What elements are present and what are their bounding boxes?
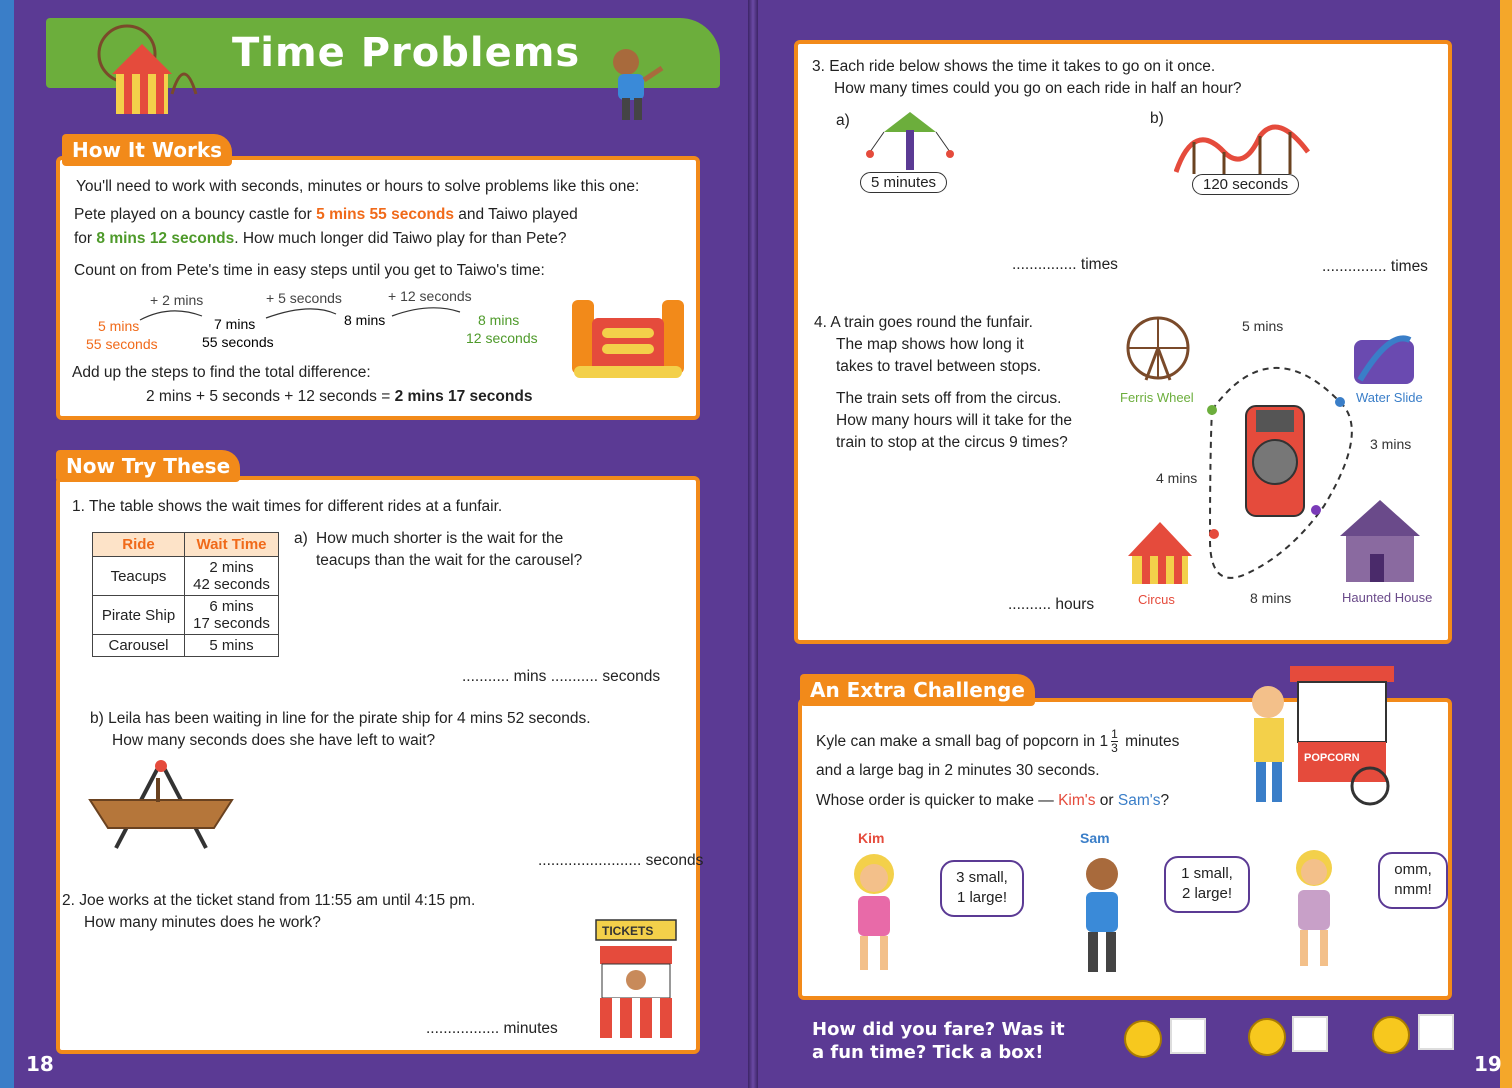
wait-cell	[185, 557, 279, 596]
q4-line5: How many hours will it take for the	[836, 412, 1073, 429]
ferris-wheel-icon	[1128, 318, 1188, 380]
table-row	[93, 635, 279, 657]
end-time-mins: 8 mins	[478, 312, 520, 328]
rollercoaster-time: 120 seconds	[1192, 174, 1299, 195]
popcorn-stand-icon	[1244, 660, 1404, 810]
girl-speech-bubble	[1378, 852, 1448, 909]
problem-text-b: and Taiwo played	[453, 206, 578, 223]
extra-line1	[816, 728, 1179, 755]
sam-speech-bubble	[1164, 856, 1250, 913]
q3a-answer-line[interactable]: ............... times	[1012, 256, 1118, 273]
wait-seconds: 17 seconds	[193, 615, 270, 632]
kim-girl-icon	[844, 850, 914, 974]
page-number-right: 19	[1474, 1052, 1502, 1076]
wait-times-table	[92, 532, 279, 657]
q4-line1: 4. A train goes round the funfair.	[814, 314, 1033, 331]
water-slide-label: Water Slide	[1356, 390, 1423, 405]
swing-ride-time: 5 minutes	[860, 172, 947, 193]
circus-tent-icon	[1128, 522, 1192, 584]
tick-box-happy[interactable]	[1418, 1014, 1454, 1050]
q1b-answer-line[interactable]: ........................ seconds	[538, 852, 704, 869]
q4-line2: The map shows how long it	[836, 336, 1024, 353]
q1a-number: a)	[294, 530, 308, 547]
end-time-seconds: 12 seconds	[466, 330, 538, 346]
table-row	[93, 557, 279, 596]
ticket-sign: TICKETS	[602, 924, 654, 938]
extra-line1b: minutes	[1120, 732, 1180, 750]
rollercoaster-icon	[1174, 112, 1310, 176]
sum-text: 2 mins + 5 seconds + 12 seconds =	[146, 388, 395, 405]
kims-order-text: Kim's	[1058, 792, 1096, 809]
extra-line3a: Whose order is quicker to make —	[816, 792, 1059, 809]
map-time-circus-ferris: 4 mins	[1156, 470, 1198, 486]
step1-mins: 7 mins	[214, 316, 256, 332]
q1b-line1: b) Leila has been waiting in line for the pirate ship for 4 mins 52 seconds.	[90, 710, 591, 727]
taiwo-time: 8 mins 12 seconds	[96, 230, 235, 247]
q4-line3: takes to travel between stops.	[836, 358, 1042, 375]
girl-bubble-line1: omm,	[1394, 861, 1432, 878]
popcorn-sign: POPCORN	[1304, 752, 1360, 764]
step1-label: + 2 mins	[150, 292, 204, 308]
fare-line2: a fun time? Tick a box!	[812, 1042, 1044, 1064]
bouncy-castle-icon	[566, 280, 690, 380]
sam-boy-icon	[1072, 852, 1142, 976]
q1a-line2: teacups than the wait for the carousel?	[316, 552, 583, 569]
water-slide-icon	[1354, 338, 1414, 384]
q3b-label: b)	[1150, 110, 1164, 127]
kim-bubble-line1: 3 small,	[956, 869, 1008, 886]
kim-name: Kim	[858, 830, 885, 846]
step3-label: + 12 seconds	[388, 288, 472, 304]
q3-line1: 3. Each ride below shows the time it takes to go on it once.	[812, 58, 1216, 75]
table-header-ride: Ride	[93, 533, 185, 557]
q1a-answer-line[interactable]: ........... mins ........... seconds	[462, 668, 661, 685]
book-spine	[748, 0, 758, 1088]
extra-challenge-tag: An Extra Challenge	[800, 674, 1035, 706]
problem-line-2	[74, 228, 567, 250]
q3-line2: How many times could you go on each ride in half an hour?	[834, 80, 1242, 97]
step2-mins: 8 mins	[344, 312, 386, 328]
sams-order-text: Sam's	[1117, 792, 1161, 809]
add-up-text: Add up the steps to find the total difference:	[72, 364, 371, 381]
pete-time: 5 mins 55 seconds	[316, 206, 454, 223]
funfair-tent-icon	[72, 14, 202, 124]
q3b-answer-line[interactable]: ............... times	[1322, 258, 1428, 275]
eating-girl-icon	[1284, 846, 1354, 970]
problem-text-c: for	[74, 230, 97, 247]
table-header-row	[93, 533, 279, 557]
sum-answer: 2 mins 17 seconds	[394, 388, 533, 405]
kim-speech-bubble	[940, 860, 1024, 917]
extra-line1a: Kyle can make a small bag of popcorn in 1	[816, 732, 1109, 750]
fraction-denominator: 3	[1111, 741, 1118, 756]
haunted-house-icon	[1340, 500, 1420, 582]
page-title: Time Problems	[232, 30, 581, 76]
map-time-haunted-circus: 8 mins	[1250, 590, 1292, 606]
question-mark: ?	[1160, 792, 1170, 809]
now-try-tag: Now Try These	[56, 450, 240, 482]
step1-seconds: 55 seconds	[202, 334, 274, 350]
q2-answer-line[interactable]: ................. minutes	[426, 1020, 558, 1037]
count-on-text: Count on from Pete's time in easy steps until you get to Taiwo's time:	[74, 262, 545, 279]
or-text: or	[1095, 792, 1118, 809]
intro-text: You'll need to work with seconds, minutes or hours to solve problems like this one:	[76, 178, 640, 195]
girl-bubble-line2: nmm!	[1394, 881, 1432, 899]
train-route-map	[1110, 310, 1442, 610]
fraction	[1111, 728, 1118, 755]
q1b-line2: How many seconds does she have left to wait?	[112, 732, 436, 749]
q4-answer-line[interactable]: .......... hours	[1008, 596, 1095, 613]
circus-label: Circus	[1138, 592, 1175, 607]
sam-bubble-line2: 2 large!	[1181, 885, 1233, 903]
train-icon	[1246, 406, 1304, 516]
wait-cell: 5 mins	[185, 635, 279, 657]
fraction-numerator: 1	[1111, 727, 1118, 741]
ok-face-icon	[1248, 1018, 1286, 1056]
sum-line	[146, 386, 532, 408]
wait-mins: 2 mins	[209, 559, 254, 576]
haunted-house-label: Haunted House	[1342, 590, 1433, 605]
step2-label: + 5 seconds	[266, 290, 342, 306]
jumping-boy-icon	[596, 40, 676, 130]
swing-ride-icon	[862, 108, 958, 174]
table-row	[93, 596, 279, 635]
wait-cell	[185, 596, 279, 635]
sam-bubble-line1: 1 small,	[1181, 865, 1233, 882]
fare-line1: How did you fare? Was it	[812, 1019, 1065, 1040]
q2-line2: How many minutes does he work?	[84, 914, 321, 931]
sam-name: Sam	[1080, 830, 1110, 846]
kim-bubble-line2: 1 large!	[956, 889, 1008, 907]
wait-mins: 6 mins	[209, 598, 254, 615]
ride-cell: Teacups	[93, 557, 185, 596]
table-header-wait: Wait Time	[185, 533, 279, 557]
extra-line2: and a large bag in 2 minutes 30 seconds.	[816, 762, 1100, 779]
map-time-water-haunted: 3 mins	[1370, 436, 1412, 452]
tick-box-ok[interactable]	[1292, 1016, 1328, 1052]
q1-text: 1. The table shows the wait times for different rides at a funfair.	[72, 498, 503, 515]
extra-line3	[816, 790, 1169, 812]
q1a-line1: How much shorter is the wait for the	[316, 530, 564, 547]
page-number-left: 18	[26, 1052, 54, 1076]
how-it-works-tag: How It Works	[62, 134, 232, 166]
start-time-seconds: 55 seconds	[86, 336, 158, 352]
ferris-wheel-label: Ferris Wheel	[1120, 390, 1194, 405]
ride-cell: Pirate Ship	[93, 596, 185, 635]
worried-face-icon	[1124, 1020, 1162, 1058]
q3a-label: a)	[836, 112, 850, 129]
self-assessment-prompt	[812, 1018, 1065, 1065]
pirate-ship-icon	[86, 756, 236, 852]
tick-box-worried[interactable]	[1170, 1018, 1206, 1054]
wait-seconds: 42 seconds	[193, 576, 270, 593]
problem-text-a: Pete played on a bouncy castle for	[74, 206, 317, 223]
happy-face-icon	[1372, 1016, 1410, 1054]
start-time-mins: 5 mins	[98, 318, 140, 334]
problem-text-d: . How much longer did Taiwo play for than Pete?	[234, 230, 567, 247]
q4-line4: The train sets off from the circus.	[836, 390, 1062, 407]
map-time-ferris-water: 5 mins	[1242, 318, 1284, 334]
problem-line-1	[74, 204, 578, 226]
q2-line1: 2. Joe works at the ticket stand from 11:55 am until 4:15 pm.	[62, 892, 476, 909]
q4-line6: train to stop at the circus 9 times?	[836, 434, 1068, 451]
ride-cell: Carousel	[93, 635, 185, 657]
